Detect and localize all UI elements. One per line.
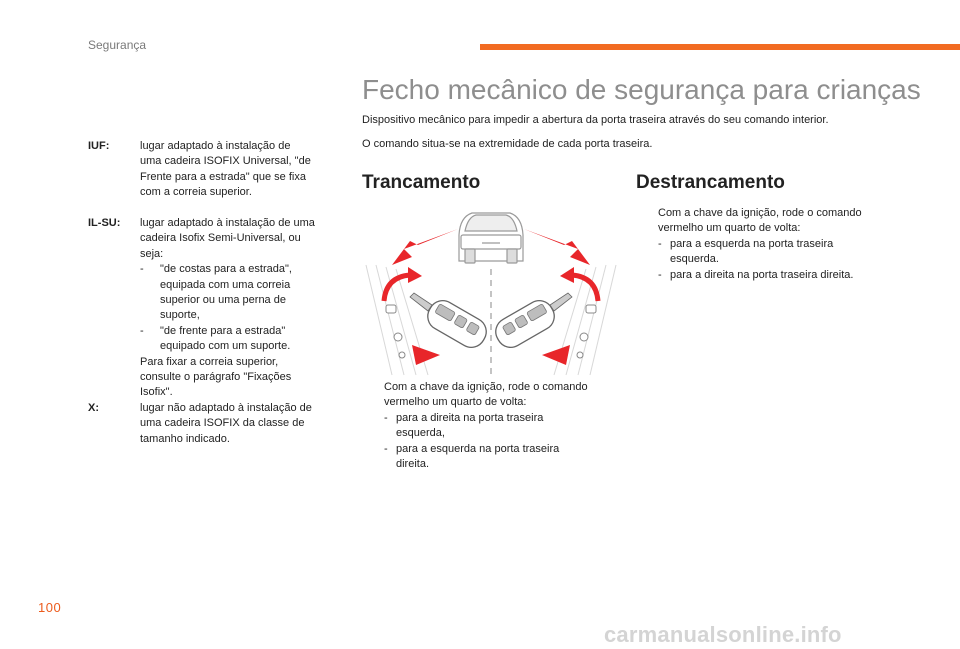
definition-term: X: bbox=[88, 402, 99, 414]
dash-marker: - bbox=[384, 411, 388, 424]
list-item bbox=[362, 442, 588, 457]
text-line: seja: bbox=[140, 247, 164, 260]
text-line: para a direita na porta traseira bbox=[396, 411, 544, 424]
definition-text bbox=[140, 139, 336, 201]
definition-text bbox=[140, 216, 336, 401]
text-line: Para fixar a correia superior, bbox=[140, 355, 279, 368]
text-line: uma cadeira ISOFIX da classe de bbox=[140, 417, 305, 430]
arrow-head-icon bbox=[408, 267, 422, 283]
list-item bbox=[636, 237, 862, 252]
text-line: com a correia superior. bbox=[140, 186, 252, 199]
arrow-key-left-icon bbox=[412, 345, 440, 365]
key-right-icon bbox=[491, 293, 572, 352]
child-lock-illustration bbox=[362, 205, 620, 377]
text-line: equipada com uma correia bbox=[160, 278, 291, 291]
child-lock-illustration-svg bbox=[362, 205, 620, 377]
intro-paragraph: Dispositivo mecânico para impedir a abertura da porta traseira através do seu comando interior. bbox=[362, 114, 829, 126]
text-line: superior ou uma perna de bbox=[160, 294, 286, 307]
list-item bbox=[140, 324, 336, 339]
text-line: "de frente para a estrada" bbox=[160, 324, 286, 337]
page-title: Fecho mecânico de segurança para crianças bbox=[362, 74, 921, 105]
list-item bbox=[636, 268, 862, 283]
text-line: tamanho indicado. bbox=[140, 432, 230, 445]
car-icon bbox=[459, 213, 523, 263]
arrow-left-icon bbox=[392, 229, 458, 265]
rotate-arrow-icon bbox=[384, 275, 410, 301]
text-line: vermelho um quarto de volta: bbox=[384, 396, 527, 409]
text-line: esquerda, bbox=[396, 427, 445, 440]
text-line: para a direita na porta traseira direita. bbox=[670, 268, 854, 281]
dash-marker: - bbox=[658, 237, 662, 250]
definition-term: IL-SU: bbox=[88, 217, 121, 229]
definition-iuf bbox=[88, 139, 348, 201]
unlock-heading: Destrancamento bbox=[636, 172, 785, 193]
text-line: uma cadeira ISOFIX Universal, "de bbox=[140, 155, 311, 168]
section-accent-bar bbox=[480, 44, 960, 50]
text-line: Frente para a estrada" que se fixa bbox=[140, 170, 306, 183]
bullet-line bbox=[636, 206, 862, 221]
bullet-line bbox=[362, 380, 588, 395]
text-line: cadeira Isofix Semi-Universal, ou bbox=[140, 232, 301, 245]
text-line: lugar não adaptado à instalação de bbox=[140, 402, 312, 414]
text-line: consulte o parágrafo "Fixações bbox=[140, 371, 292, 384]
list-item bbox=[362, 411, 588, 426]
page-number: 100 bbox=[38, 600, 62, 615]
text-line: para a esquerda na porta traseira bbox=[396, 442, 560, 455]
watermark: carmanualsonline.info bbox=[604, 622, 842, 647]
text-line: Com a chave da ignição, rode o comando bbox=[658, 207, 862, 219]
definition-x bbox=[88, 401, 348, 449]
text-line: lugar adaptado à instalação de bbox=[140, 140, 291, 152]
definition-il-su bbox=[88, 216, 348, 400]
dash-marker: - bbox=[658, 268, 662, 281]
definition-term: IUF: bbox=[88, 140, 110, 152]
arrow-key-right-icon bbox=[542, 345, 570, 365]
text-line: vermelho um quarto de volta: bbox=[658, 222, 801, 235]
text-line: Isofix". bbox=[140, 386, 173, 399]
text-line: suporte, bbox=[160, 309, 200, 322]
arrow-head-icon bbox=[560, 267, 574, 283]
rotate-arrow-icon bbox=[572, 275, 598, 301]
text-line: esquerda. bbox=[670, 253, 719, 266]
text-line: lugar adaptado à instalação de uma bbox=[140, 217, 315, 229]
arrow-right-icon bbox=[524, 229, 590, 265]
definition-text bbox=[140, 401, 336, 447]
dash-marker: - bbox=[140, 324, 144, 337]
unlock-instructions bbox=[636, 206, 862, 283]
section-label: Segurança bbox=[88, 38, 147, 52]
lock-instructions bbox=[362, 380, 588, 472]
location-paragraph: O comando situa-se na extremidade de cada porta traseira. bbox=[362, 138, 653, 150]
text-line: para a esquerda na porta traseira bbox=[670, 237, 834, 250]
text-line: Com a chave da ignição, rode o comando bbox=[384, 381, 588, 393]
text-line: "de costas para a estrada", bbox=[160, 263, 292, 276]
dash-marker: - bbox=[384, 442, 388, 455]
dash-marker: - bbox=[140, 263, 144, 276]
lock-heading: Trancamento bbox=[362, 172, 481, 193]
text-line: direita. bbox=[396, 458, 430, 471]
text-line: equipado com um suporte. bbox=[160, 340, 291, 353]
key-left-icon bbox=[410, 293, 491, 352]
list-item bbox=[140, 262, 336, 277]
